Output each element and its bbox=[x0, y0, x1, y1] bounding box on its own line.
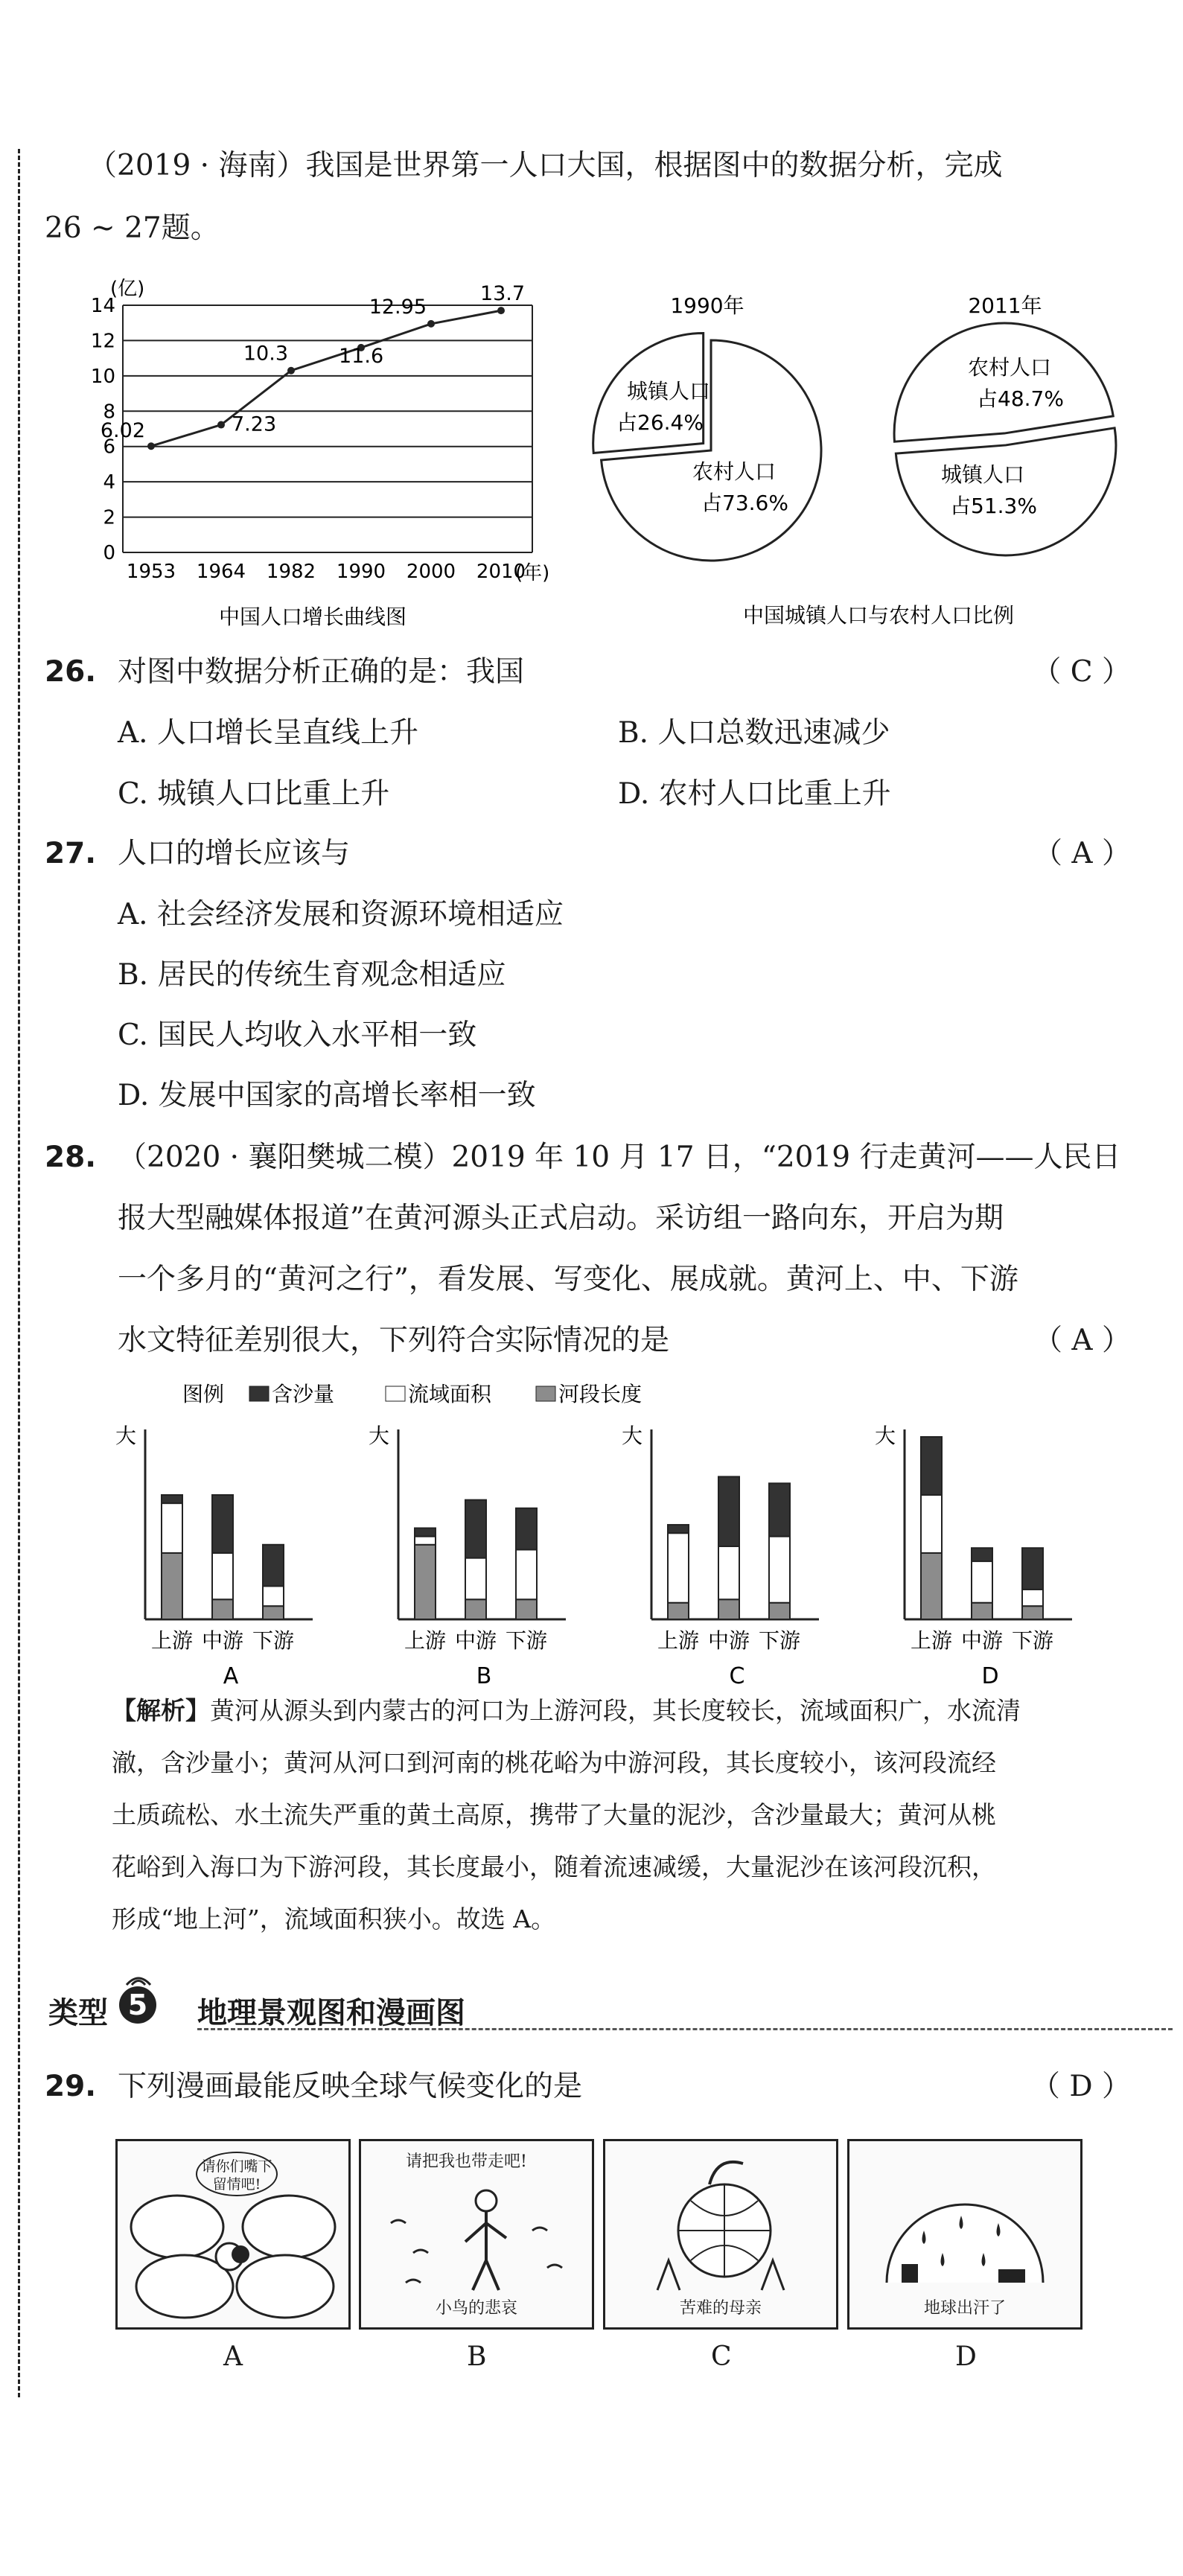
x-axis-unit: (年) bbox=[515, 562, 550, 584]
data-label: 12.95 bbox=[369, 295, 427, 319]
cartoon-c[interactable] bbox=[603, 2139, 838, 2330]
pie-1990 bbox=[593, 334, 821, 561]
bar-segment bbox=[263, 1586, 284, 1606]
section-header bbox=[48, 1986, 1135, 2031]
bar-segment bbox=[668, 1603, 689, 1619]
bar-y-label: 大 bbox=[875, 1424, 896, 1448]
cartoon-a-speech: 请你们嘴下留情吧! bbox=[196, 2152, 278, 2196]
cartoon-b-label: B bbox=[467, 2341, 487, 2372]
pie-2011-urban-pct: 占51.3% bbox=[950, 494, 1037, 518]
q27-option-b[interactable]: B. 居民的传统生育观念相适应 bbox=[118, 958, 506, 992]
population-series bbox=[101, 282, 525, 450]
bar-segment bbox=[516, 1549, 537, 1599]
intro-line-1: （2019 · 海南）我国是世界第一人口大国，根据图中的数据分析，完成 bbox=[88, 149, 1003, 182]
sheep-illustration bbox=[118, 2141, 348, 2327]
q29-answer: （ D ） bbox=[1030, 2070, 1131, 2103]
data-point bbox=[427, 320, 435, 328]
section-number-badge: 5 bbox=[119, 1986, 156, 2024]
bar-panel-label: C bbox=[729, 1663, 745, 1689]
y-tick-label: 10 bbox=[90, 365, 115, 388]
cartoon-a[interactable] bbox=[115, 2139, 351, 2330]
bar-category-label: 上游 bbox=[150, 1628, 194, 1653]
legend-basin: 流域面积 bbox=[408, 1382, 492, 1406]
slice-2011-urban bbox=[896, 428, 1116, 555]
y-tick-label: 0 bbox=[103, 542, 115, 564]
cartoon-b-speech: 请把我也带走吧! bbox=[406, 2152, 527, 2171]
q29-stem: 下列漫画最能反映全球气候变化的是 bbox=[118, 2070, 583, 2103]
data-point bbox=[287, 367, 295, 374]
q26-stem: 对图中数据分析正确的是：我国 bbox=[118, 655, 525, 689]
legend-title: 图例 bbox=[182, 1382, 225, 1406]
pie-1990-rural-name: 农村人口 bbox=[692, 459, 777, 484]
bar-segment bbox=[212, 1553, 233, 1599]
cartoon-d-label: D bbox=[955, 2341, 977, 2372]
q28-line-1: （2020 · 襄阳樊城二模）2019 年 10 月 17 日，“2019 行走黄河——人民日 bbox=[118, 1141, 1121, 1174]
data-label: 10.3 bbox=[243, 342, 288, 366]
pie-1990-urban-name: 城镇人口 bbox=[627, 379, 711, 404]
bar-panel-label: D bbox=[981, 1663, 999, 1689]
bar-segment bbox=[1022, 1548, 1043, 1590]
bar-panel-D bbox=[875, 1424, 1072, 1689]
section-title: 地理景观图和漫画图 bbox=[197, 1996, 465, 2030]
q27-option-c[interactable]: C. 国民人均收入水平相一致 bbox=[118, 1018, 477, 1052]
data-label: 6.02 bbox=[100, 419, 145, 443]
data-point bbox=[497, 307, 505, 314]
bar-segment bbox=[718, 1599, 739, 1619]
q27-option-d[interactable]: D. 发展中国家的高增长率相一致 bbox=[118, 1079, 536, 1112]
legend-swatch-basin bbox=[386, 1386, 405, 1401]
bar-segment bbox=[465, 1500, 486, 1558]
q28-line-2: 报大型融媒体报道”在黄河源头正式启动。采访组一路向东，开启为期 bbox=[118, 1202, 1004, 1235]
q26-option-c[interactable]: C. 城镇人口比重上升 bbox=[118, 777, 390, 811]
bar-category-label: 中游 bbox=[707, 1628, 750, 1653]
bar-category-label: 上游 bbox=[657, 1628, 700, 1653]
bar-segment bbox=[921, 1553, 942, 1619]
x-tick-label: 1982 bbox=[266, 561, 316, 583]
bar-segment bbox=[263, 1545, 284, 1587]
pie-1990-urban-pct: 占26.4% bbox=[616, 410, 704, 435]
x-tick-label: 1990 bbox=[336, 561, 386, 583]
bar-panel-C bbox=[622, 1424, 819, 1689]
cartoon-c-caption: 苦难的母亲 bbox=[679, 2299, 762, 2318]
cartoon-d-caption: 地球出汗了 bbox=[923, 2299, 1006, 2318]
q26-answer: （ C ） bbox=[1032, 655, 1131, 689]
bar-category-label: 上游 bbox=[404, 1628, 447, 1653]
pie-2011-urban-name: 城镇人口 bbox=[941, 462, 1025, 487]
bar-panel-label: A bbox=[223, 1663, 239, 1689]
pie-1990-rural-pct: 占73.6% bbox=[701, 491, 788, 515]
section-prefix: 类型 bbox=[48, 1996, 108, 2030]
legend-swatch-sediment bbox=[249, 1386, 269, 1401]
pie-1990-year: 1990年 bbox=[670, 293, 744, 318]
analysis-line-3: 土质疏松、水土流失严重的黄土高原，携带了大量的泥沙，含沙量最大；黄河从桃 bbox=[112, 1800, 996, 1829]
bar-segment bbox=[668, 1525, 689, 1533]
data-label: 13.7 bbox=[479, 282, 526, 306]
pie-2011-year: 2011年 bbox=[968, 293, 1042, 318]
y-tick-label: 12 bbox=[90, 330, 115, 353]
bar-segment bbox=[415, 1528, 436, 1537]
cartoon-b-caption: 小鸟的悲哀 bbox=[435, 2299, 517, 2318]
x-tick-label: 2000 bbox=[406, 561, 456, 583]
analysis-tag: 【解析】 bbox=[112, 1696, 210, 1725]
bar-segment bbox=[972, 1561, 992, 1603]
q27-answer: （ A ） bbox=[1033, 837, 1131, 870]
pie-chart-title: 中国城镇人口与农村人口比例 bbox=[742, 603, 1015, 628]
x-tick-label: 2010 bbox=[476, 561, 526, 583]
q27-option-a[interactable]: A. 社会经济发展和资源环境相适应 bbox=[118, 898, 564, 931]
q26-option-a[interactable]: A. 人口增长呈直线上升 bbox=[118, 716, 418, 750]
bar-panel-label: B bbox=[476, 1663, 492, 1689]
q26-option-d[interactable]: D. 农村人口比重上升 bbox=[618, 777, 891, 811]
bar-category-label: 下游 bbox=[252, 1628, 295, 1653]
bar-segment bbox=[972, 1548, 992, 1561]
analysis-line-5: 形成“地上河”，流域面积狭小。故选 A。 bbox=[112, 1904, 556, 1933]
bar-segment bbox=[921, 1495, 942, 1553]
bar-segment bbox=[415, 1537, 436, 1545]
analysis-line-4: 花峪到入海口为下游河段，其长度最小，随着流速减缓，大量泥沙在该河段沉积， bbox=[112, 1852, 996, 1881]
line-chart-title: 中国人口增长曲线图 bbox=[218, 605, 407, 629]
bar-y-label: 大 bbox=[369, 1424, 390, 1448]
bar-segment bbox=[212, 1599, 233, 1619]
bar-category-label: 中游 bbox=[454, 1628, 497, 1653]
q28-number: 28. bbox=[45, 1141, 97, 1174]
bar-segment bbox=[769, 1483, 790, 1536]
bar-segment bbox=[668, 1533, 689, 1603]
analysis-line-2: 澈，含沙量小；黄河从河口到河南的桃花峪为中游河段，其长度较小，该河段流经 bbox=[112, 1748, 996, 1777]
bar-category-label: 中游 bbox=[960, 1628, 1004, 1653]
data-point bbox=[147, 442, 155, 450]
bar-segment bbox=[162, 1553, 182, 1619]
data-label: 7.23 bbox=[232, 412, 277, 436]
bar-segment bbox=[162, 1495, 182, 1503]
urban-rural-pie-charts bbox=[588, 287, 1161, 637]
y-tick-label: 14 bbox=[90, 295, 115, 317]
intro-line-2: 26 ~ 27题。 bbox=[45, 211, 220, 245]
pie-2011-rural-pct: 占48.7% bbox=[977, 386, 1064, 411]
legend-sediment: 含沙量 bbox=[272, 1382, 335, 1406]
bar-category-label: 上游 bbox=[910, 1628, 953, 1653]
bar-category-label: 中游 bbox=[201, 1628, 244, 1653]
cartoon-d[interactable] bbox=[847, 2139, 1082, 2330]
q27-stem: 人口的增长应该与 bbox=[118, 837, 351, 870]
cartoon-b[interactable] bbox=[359, 2139, 594, 2330]
bar-y-label: 大 bbox=[115, 1424, 137, 1448]
bar-panel-B bbox=[369, 1424, 566, 1689]
cartoon-a-label: A bbox=[223, 2341, 243, 2372]
bar-category-label: 下游 bbox=[505, 1628, 548, 1653]
bar-segment bbox=[212, 1495, 233, 1553]
x-tick-label: 1964 bbox=[196, 561, 246, 583]
slice-2011-rural bbox=[894, 323, 1113, 441]
bar-segment bbox=[769, 1537, 790, 1603]
q28-line-3: 一个多月的“黄河之行”，看发展、写变化、展成就。黄河上、中、下游 bbox=[118, 1263, 1018, 1296]
bar-segment bbox=[516, 1599, 537, 1619]
q29-number: 29. bbox=[45, 2070, 97, 2103]
population-line-chart bbox=[82, 275, 550, 633]
bar-panels bbox=[115, 1424, 1072, 1689]
bar-segment bbox=[718, 1476, 739, 1546]
legend-length: 河段长度 bbox=[558, 1382, 642, 1406]
bar-segment bbox=[162, 1503, 182, 1553]
yellow-river-bar-charts bbox=[112, 1377, 1154, 1697]
data-label: 11.6 bbox=[339, 344, 384, 368]
analysis-line-1 bbox=[112, 1695, 1021, 1727]
q26-number: 26. bbox=[45, 655, 97, 689]
signal-arcs-icon bbox=[119, 1967, 158, 1986]
y-tick-label: 2 bbox=[103, 506, 115, 529]
bar-segment bbox=[263, 1606, 284, 1619]
bar-segment bbox=[465, 1599, 486, 1619]
q28-answer: （ A ） bbox=[1033, 1324, 1131, 1357]
section-underline bbox=[197, 2028, 1173, 2030]
bar-segment bbox=[415, 1545, 436, 1619]
pie-2011-rural-name: 农村人口 bbox=[968, 355, 1052, 380]
bar-segment bbox=[972, 1603, 992, 1619]
bar-segment bbox=[921, 1437, 942, 1495]
left-dashed-margin bbox=[18, 149, 20, 2397]
bar-panel-A bbox=[115, 1424, 313, 1689]
bar-segment bbox=[718, 1546, 739, 1599]
bar-segment bbox=[465, 1558, 486, 1600]
q28-line-4: 水文特征差别很大，下列符合实际情况的是 bbox=[118, 1324, 670, 1357]
x-tick-label: 1953 bbox=[126, 561, 176, 583]
x-tick-labels bbox=[127, 561, 526, 583]
q26-option-b[interactable]: B. 人口总数迅速减少 bbox=[618, 716, 890, 750]
bar-segment bbox=[1022, 1606, 1043, 1619]
analysis-text-1: 黄河从源头到内蒙古的河口为上游河段，其长度较长，流域面积广，水流清 bbox=[210, 1696, 1021, 1725]
legend-swatch-length bbox=[536, 1386, 555, 1401]
y-axis-unit: (亿) bbox=[110, 278, 145, 300]
bar-segment bbox=[516, 1508, 537, 1550]
y-tick-label: 6 bbox=[103, 436, 115, 459]
data-point bbox=[217, 421, 225, 429]
q27-number: 27. bbox=[45, 837, 97, 870]
bar-y-label: 大 bbox=[622, 1424, 643, 1448]
population-line bbox=[151, 310, 501, 446]
bar-segment bbox=[769, 1603, 790, 1619]
chart-grid bbox=[123, 305, 532, 552]
cartoon-c-label: C bbox=[711, 2341, 732, 2372]
y-tick-label: 4 bbox=[103, 471, 115, 494]
bar-category-label: 下游 bbox=[758, 1628, 801, 1653]
bar-category-label: 下游 bbox=[1011, 1628, 1054, 1653]
bar-segment bbox=[1022, 1590, 1043, 1606]
y-tick-label: 8 bbox=[103, 401, 115, 424]
